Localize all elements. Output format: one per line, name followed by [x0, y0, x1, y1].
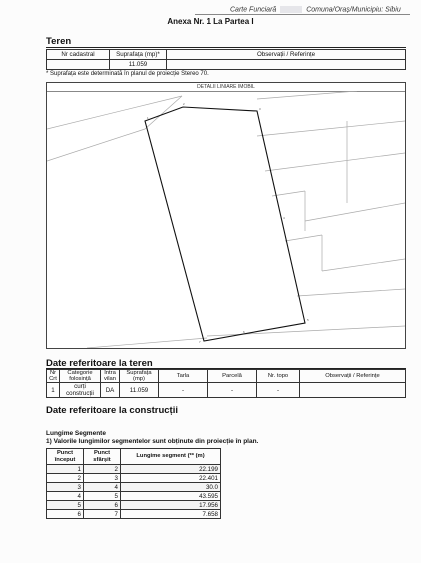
- col-nr-topo: Nr. topo: [257, 370, 300, 383]
- col-categorie: Categorie folosință: [60, 370, 101, 383]
- lungime-table: [46, 448, 221, 519]
- col-punct-sfarsit: Punct sfârșit: [84, 449, 121, 465]
- date-teren-table: [46, 369, 406, 398]
- table-row: 1 2 22.199: [47, 465, 221, 474]
- svg-text:2: 2: [183, 102, 185, 106]
- col-punct-inceput: Punct început: [47, 449, 84, 465]
- cell-observatii: [167, 60, 406, 70]
- cell-nr-topo: -: [257, 383, 300, 398]
- parcel-map: [46, 82, 406, 349]
- cell-nr-crt: 1: [47, 383, 60, 398]
- parcel-outline: [145, 107, 305, 341]
- cell-parcela: -: [208, 383, 257, 398]
- col-lungime: Lungime segment (** (m): [121, 449, 221, 465]
- header-divider: [195, 14, 410, 15]
- teren-divider: [46, 47, 406, 48]
- col-suprafata: Suprafața (mp): [120, 370, 159, 383]
- locality-label: Comuna/Oraș/Municipiu: Sibiu: [306, 6, 401, 14]
- redacted-number: [280, 6, 302, 13]
- projection-note: * Suprafața este determinată în planul de proiecție Stereo 70.: [46, 71, 209, 77]
- date-teren-title: Date referitoare la teren: [46, 358, 153, 369]
- table-row: 3 4 30.0: [47, 483, 221, 492]
- cell-suprafata: 11.059: [120, 383, 159, 398]
- col-nr-crt: Nr Crt: [47, 370, 60, 383]
- svg-text:7: 7: [199, 340, 201, 344]
- table-row: 4 5 43.595: [47, 492, 221, 501]
- neighbor-lines: [47, 91, 405, 348]
- svg-text:5: 5: [307, 318, 309, 322]
- cell-observatii: [300, 383, 406, 398]
- lungime-subtitle: 1) Valorile lungimilor segmentelor sunt obținute din proiecție în plan.: [46, 438, 259, 445]
- cell-intravilan: DA: [101, 383, 120, 398]
- map-title: DETALII LINIARE IMOBIL: [47, 83, 405, 92]
- parcel-map-drawing: [47, 91, 405, 348]
- carte-funciara-label: Carte Funciară: [230, 6, 277, 14]
- col-intravilan: Intra vilan: [101, 370, 120, 383]
- svg-text:3: 3: [259, 107, 261, 111]
- cell-nr-cadastral: [47, 60, 110, 70]
- col-parcela: Parcelă: [208, 370, 257, 383]
- lungime-title: Lungime Segmente: [46, 430, 106, 437]
- cadastral-header: [230, 6, 415, 13]
- date-constructii-title: Date referitoare la construcții: [46, 405, 178, 416]
- table-row: 2 3 22.401: [47, 474, 221, 483]
- svg-text:1: 1: [147, 116, 149, 120]
- table-row: 6 7 7.658: [47, 510, 221, 519]
- svg-text:6: 6: [243, 330, 245, 334]
- col-suprafata: Suprafața (mp)*: [110, 50, 167, 60]
- cell-tarla: -: [159, 383, 208, 398]
- point-labels: [147, 102, 309, 344]
- teren-title: Teren: [46, 36, 72, 47]
- col-tarla: Tarla: [159, 370, 208, 383]
- teren-table: [46, 49, 406, 70]
- col-nr-cadastral: Nr cadastral: [47, 50, 110, 60]
- svg-text:4: 4: [283, 216, 285, 220]
- table-row: 5 6 17.956: [47, 501, 221, 510]
- col-observatii: Observații / Referințe: [167, 50, 406, 60]
- cell-categorie: curți construcții: [60, 383, 101, 398]
- cell-suprafata: 11.059: [110, 60, 167, 70]
- annex-title: Anexa Nr. 1 La Partea I: [167, 17, 254, 26]
- col-observatii: Observații / Referințe: [300, 370, 406, 383]
